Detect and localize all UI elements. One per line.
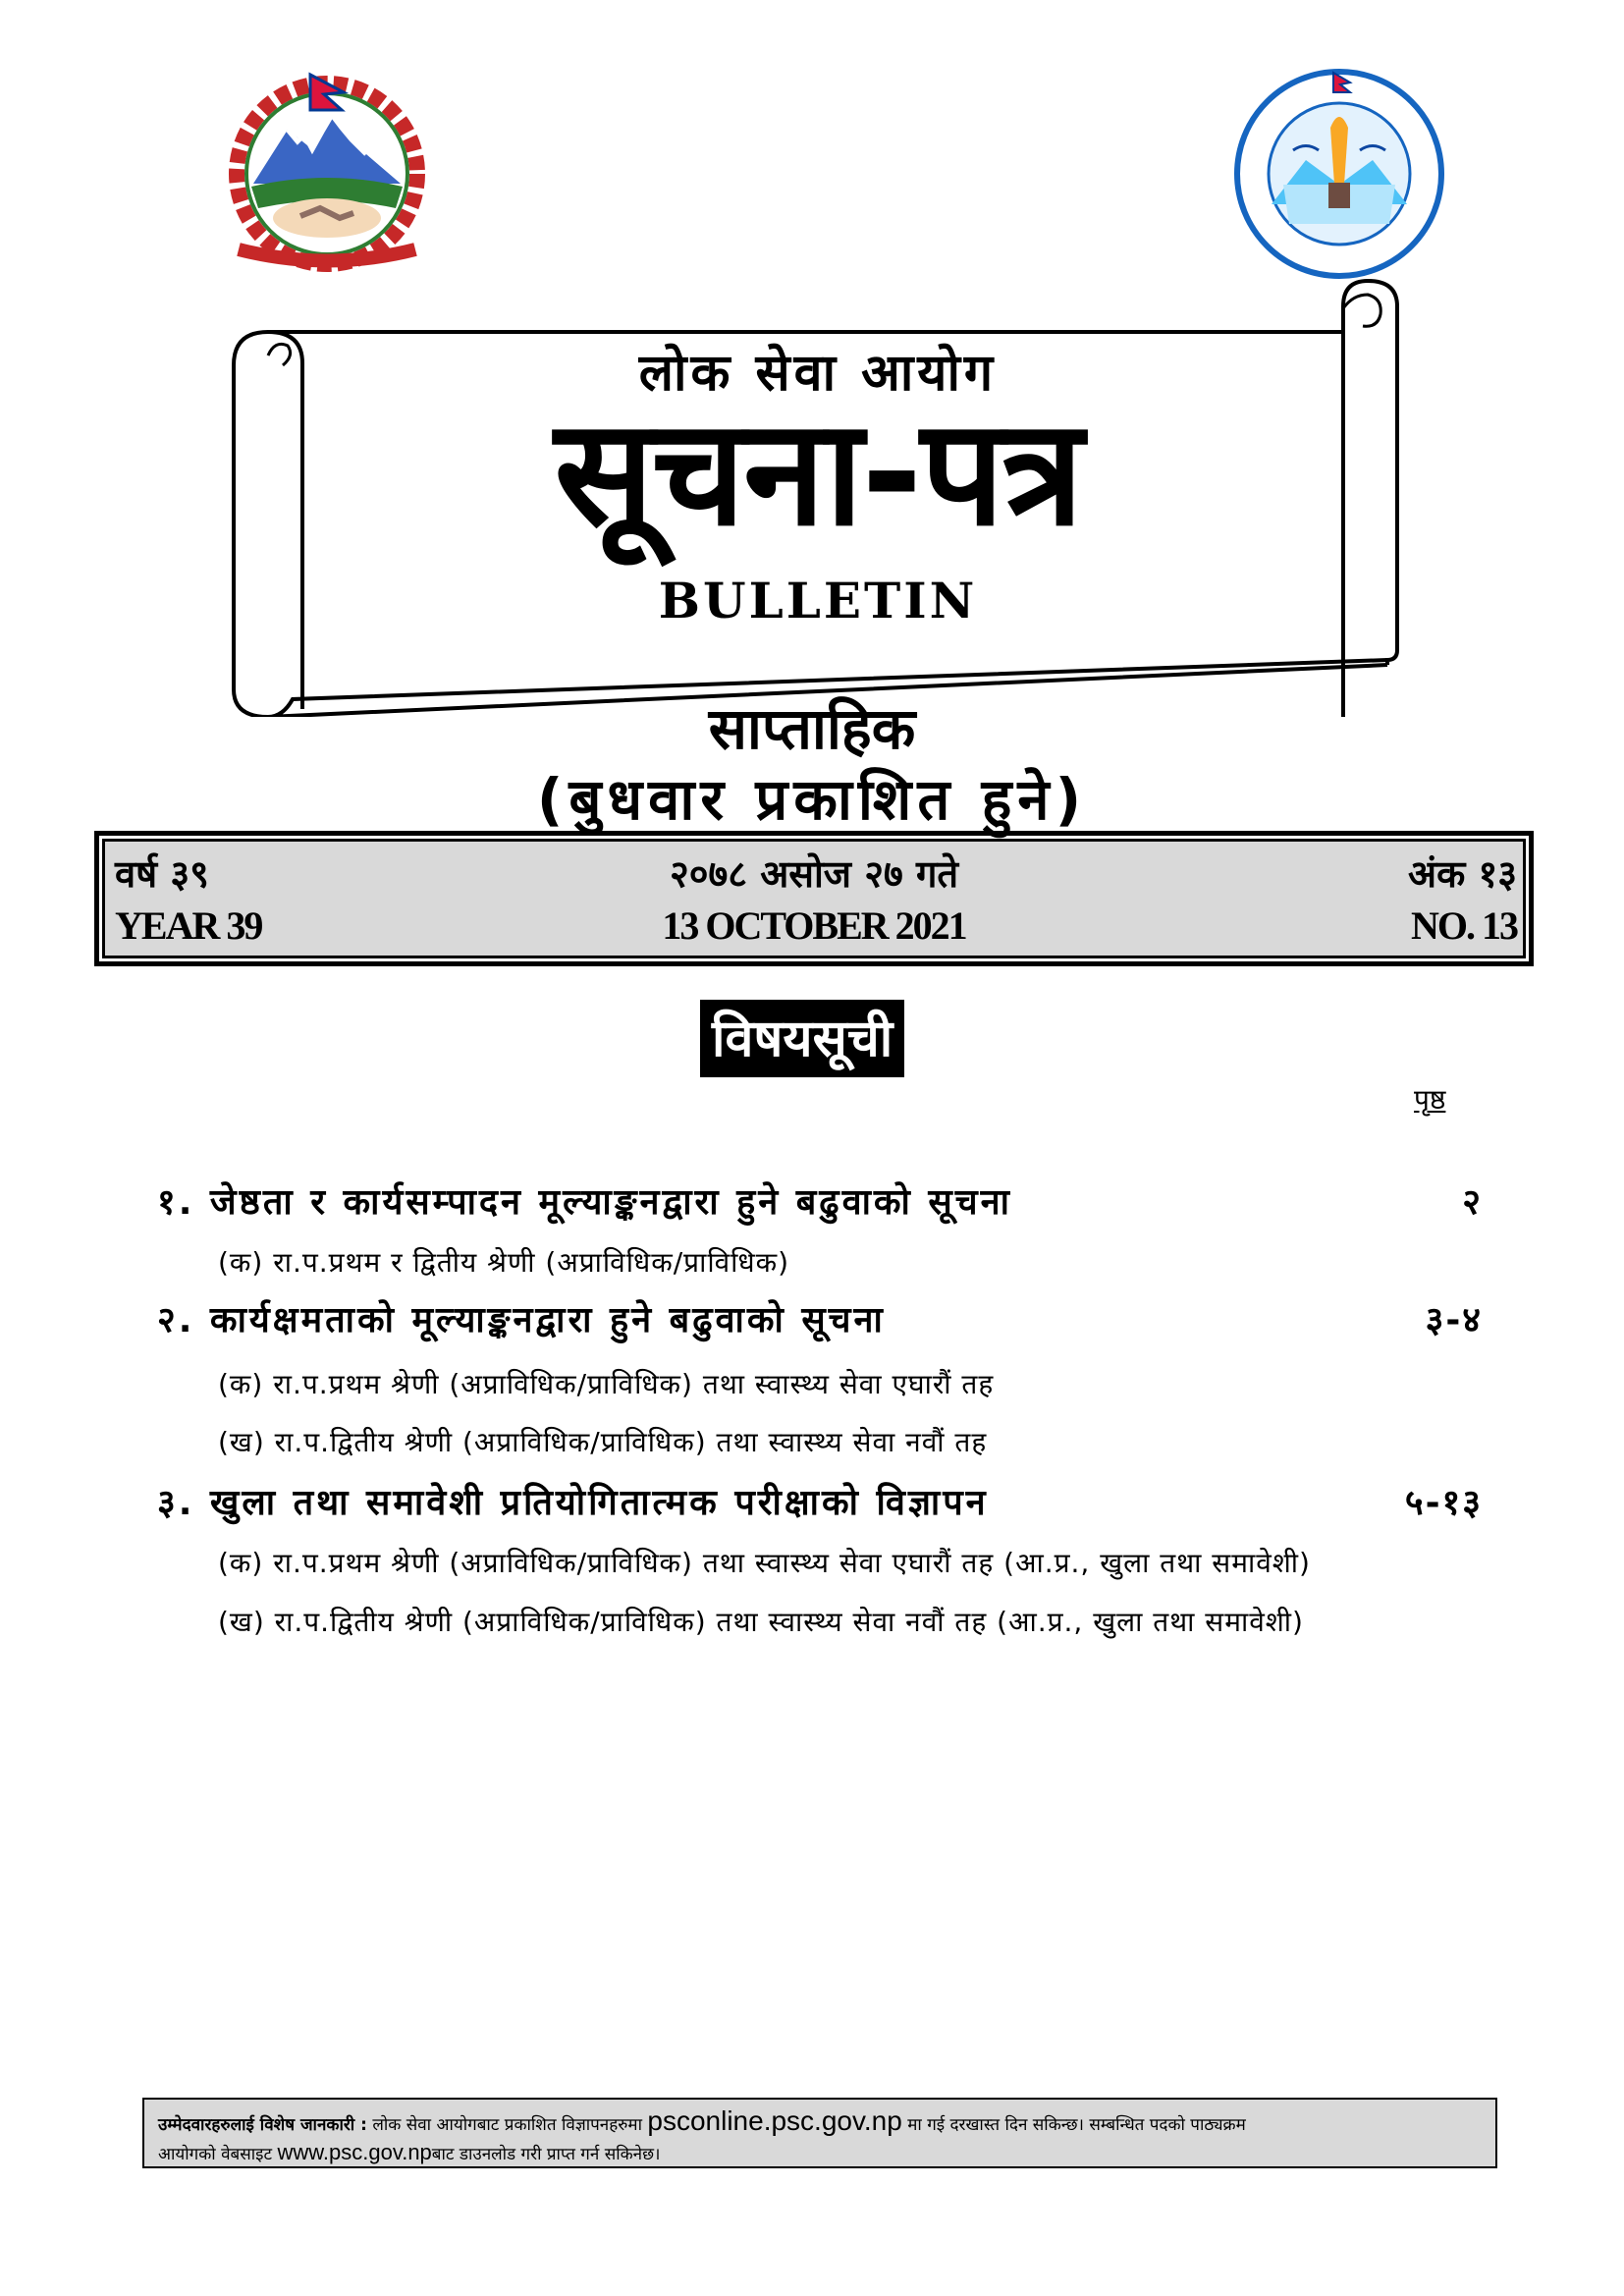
notice-text: लोक सेवा आयोगबाट प्रकाशित विज्ञापनहरुमा	[372, 2115, 642, 2135]
toc-item	[157, 1477, 1483, 1524]
year-english: YEAR 39	[115, 903, 262, 948]
toc-item-page: २	[1462, 1182, 1483, 1223]
toc-item	[157, 1176, 1483, 1224]
toc-heading: विषयसूची	[700, 1000, 904, 1077]
public-service-commission-logo	[1232, 67, 1446, 281]
mountain-icon	[253, 115, 401, 184]
publish-day-label: (बुधवार प्रकाशित हुने)	[536, 766, 1088, 833]
torch-icon	[1328, 183, 1350, 208]
ribbon-icon	[239, 249, 415, 261]
date-english: 13 OCTOBER 2021	[662, 903, 966, 948]
page-column-label: पृष्ठ	[1414, 1083, 1446, 1116]
banner	[214, 277, 1422, 717]
notice-label: उम्मेदवारहरुलाई विशेष जानकारी :	[158, 2115, 367, 2135]
notice-text: आयोगको वेबसाइट	[158, 2145, 273, 2164]
toc-subitem: (ख) रा.प.द्वितीय श्रेणी (अप्राविधिक/प्राविधिक) तथा स्वास्थ्य सेवा नवौं तह (आ.प्र., खुला तथा समावेशी)	[218, 1606, 1304, 1638]
toc-subitem: (क) रा.प.प्रथम श्रेणी (अप्राविधिक/प्राविधिक) तथा स्वास्थ्य सेवा एघारौं तह	[218, 1368, 995, 1400]
candidate-notice	[142, 2098, 1497, 2168]
map-icon	[273, 198, 381, 238]
toc-item-title: १. जेष्ठता र कार्यसम्पादन मूल्याङ्कनद्वारा हुने बढुवाको सूचना	[157, 1182, 1012, 1223]
issue-number-english: NO. 13	[1411, 903, 1517, 948]
frequency-label: साप्ताहिक	[708, 695, 916, 762]
website-link[interactable]: www.psc.gov.np	[277, 2140, 432, 2164]
issue-number-nepali: अंक १३	[1408, 852, 1517, 896]
bulletin-title-english: BULLETIN	[658, 572, 978, 629]
issue-info-box	[94, 831, 1534, 966]
nepal-government-emblem	[194, 71, 460, 277]
toc-subitem: (क) रा.प.प्रथम श्रेणी (अप्राविधिक/प्राविधिक) तथा स्वास्थ्य सेवा एघारौं तह (आ.प्र., खुला तथा समावेशी)	[218, 1547, 1311, 1579]
toc-item-title: २. कार्यक्षमताको मूल्याङ्कनद्वारा हुने बढुवाको सूचना	[157, 1300, 886, 1340]
year-nepali: वर्ष ३९	[115, 852, 209, 896]
online-application-link[interactable]: psconline.psc.gov.np	[647, 2105, 902, 2136]
toc-subitem: (क) रा.प.प्रथम र द्वितीय श्रेणी (अप्राविधिक/प्राविधिक)	[218, 1246, 790, 1279]
toc-item-page: ३-४	[1425, 1300, 1483, 1340]
organization-name: लोक सेवा आयोग	[638, 344, 998, 403]
notice-text: बाट डाउनलोड गरी प्राप्त गर्न सकिनेछ।	[431, 2145, 661, 2164]
toc-item-title: ३. खुला तथा समावेशी प्रतियोगितात्मक परीक्षाको विज्ञापन	[157, 1483, 989, 1523]
toc-subitem: (ख) रा.प.द्वितीय श्रेणी (अप्राविधिक/प्राविधिक) तथा स्वास्थ्य सेवा नवौं तह	[218, 1426, 988, 1458]
toc-item	[157, 1294, 1483, 1341]
bulletin-title: सूचना-पत्र	[554, 388, 1082, 559]
date-nepali: २०७८ असोज २७ गते	[669, 852, 959, 896]
toc-item-page: ५-१३	[1404, 1483, 1483, 1523]
notice-text: मा गई दरखास्त दिन सकिन्छ। सम्बन्धित पदको पाठ्यक्रम	[907, 2115, 1246, 2135]
